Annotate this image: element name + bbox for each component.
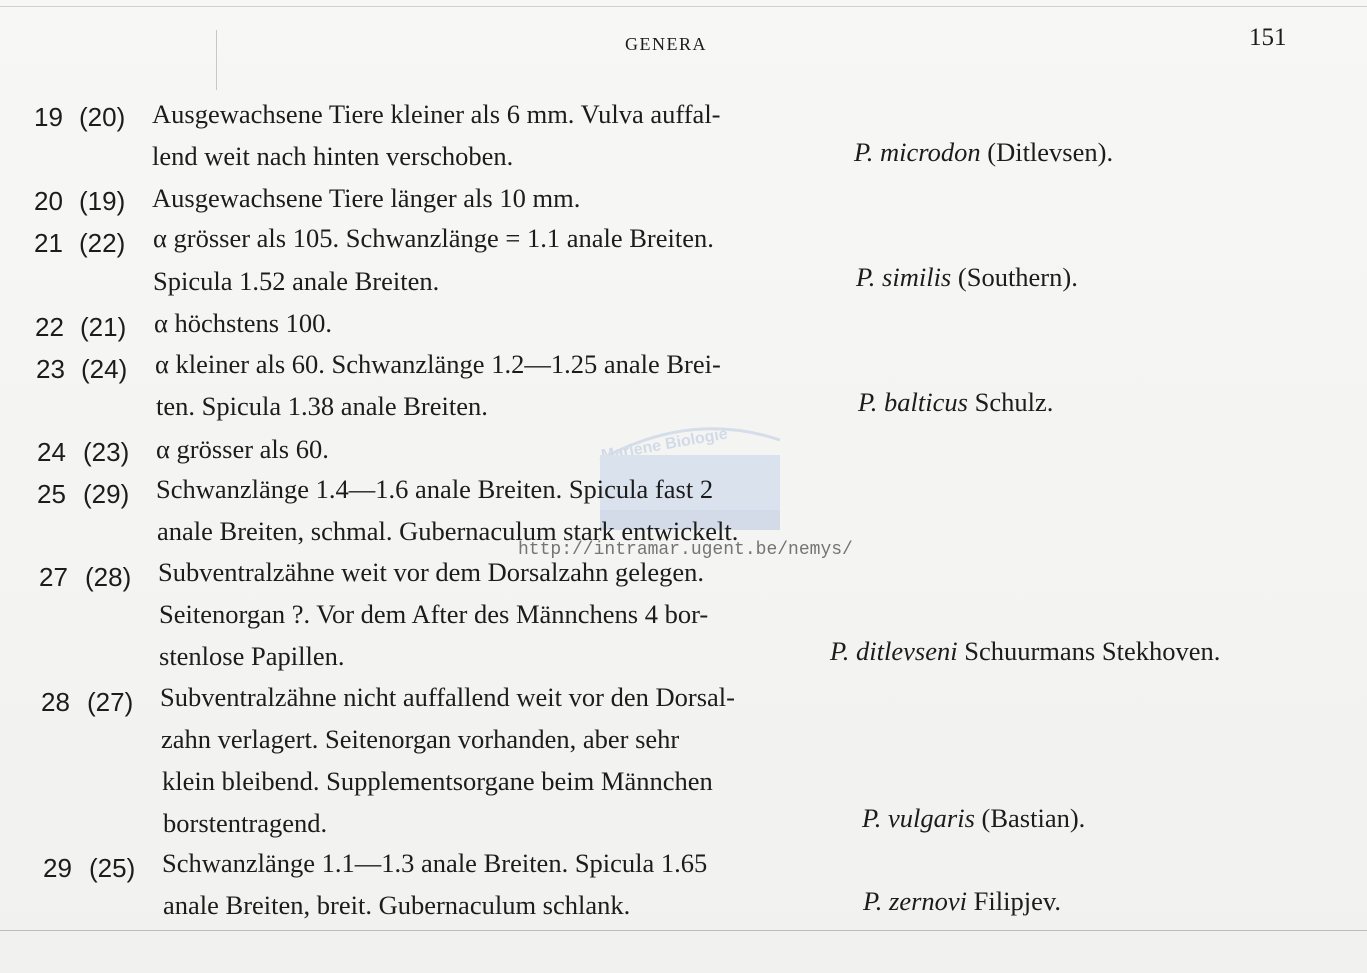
watermark-url: http://intramar.ugent.be/nemys/ [518,540,853,560]
entry-number: 24 [37,437,66,467]
species-genus: P. [854,137,874,167]
entry-text-line: lend weit nach hinten verschoben. [152,141,514,171]
entry-text-line: Schwanzlänge 1.1—1.3 anale Breiten. Spicula 1.65 [162,848,708,878]
entry-text-line: α kleiner als 60. Schwanzlänge 1.2—1.25 anale Brei- [155,349,721,379]
entry-reference: (28) [85,562,132,592]
entry-reference: (21) [80,312,127,342]
entry-number: 28 [41,687,70,717]
species-author: (Ditlevsen). [987,137,1114,167]
species-epithet: vulgaris [888,803,975,833]
species-genus: P. [858,387,878,417]
entry-text-line: Seitenorgan ?. Vor dem After des Männchens 4 bor- [159,599,709,629]
species-epithet: microdon [880,137,981,167]
entry-text-line: Ausgewachsene Tiere kleiner als 6 mm. Vulva auffal- [152,99,721,129]
species-name [856,262,1078,293]
species-genus: P. [863,886,883,916]
species-name [862,803,1085,834]
entry-number: 23 [36,354,65,384]
species-author: Schuurmans Stekhoven. [964,636,1221,666]
species-author: (Bastian). [981,803,1086,833]
entry-text-line: α höchstens 100. [154,308,333,338]
entry-reference: (20) [79,102,126,132]
species-name [854,137,1113,168]
entry-number: 25 [37,479,66,509]
entry-reference: (29) [83,479,130,509]
running-header: GENERA [625,34,707,54]
species-epithet: similis [882,262,952,292]
entry-text-line: Ausgewachsene Tiere länger als 10 mm. [152,183,581,213]
species-author: Filipjev. [973,886,1062,916]
page-top-edge [0,6,1367,7]
entry-number: 22 [35,312,64,342]
entry-text-line: α grösser als 60. [156,434,329,464]
entry-number: 19 [34,102,63,132]
entry-text-line: Subventralzähne weit vor dem Dorsalzahn gelegen. [158,557,704,587]
entry-text-line: klein bleibend. Supplementsorgane beim Männchen [162,766,713,796]
species-author: (Southern). [957,262,1078,292]
species-name [863,886,1061,917]
entry-text-line: anale Breiten, breit. Gubernaculum schlank. [163,890,631,920]
entry-text-line: Spicula 1.52 anale Breiten. [153,266,440,296]
page-bottom-edge [0,930,1367,931]
species-epithet: ditlevseni [856,636,958,666]
species-genus: P. [830,636,850,666]
entry-text-line: Subventralzähne nicht auffallend weit vor den Dorsal- [160,682,735,712]
species-genus: P. [856,262,876,292]
entry-reference: (23) [83,437,130,467]
entry-number: 29 [43,853,72,883]
entry-reference: (27) [87,687,134,717]
entry-number: 20 [34,186,63,216]
watermark-org-text: Mariene Biologie [599,425,730,465]
entry-text-line: borstentragend. [163,808,328,838]
species-author: Schulz. [974,387,1054,417]
entry-number: 27 [39,562,68,592]
entry-reference: (19) [79,186,126,216]
species-name [830,636,1220,667]
entry-text-line: Schwanzlänge 1.4—1.6 anale Breiten. Spicula fast 2 [156,474,714,504]
entry-text-line: stenlose Papillen. [159,641,345,671]
entry-reference: (22) [79,228,126,258]
entry-number: 21 [34,228,63,258]
species-genus: P. [862,803,882,833]
entry-text-line: anale Breiten, schmal. Gubernaculum stark entwickelt. [157,516,739,546]
entry-text-line: α grösser als 105. Schwanzlänge = 1.1 anale Breiten. [153,223,714,253]
entry-reference: (24) [81,354,128,384]
species-name [858,387,1053,418]
entry-reference: (25) [89,853,136,883]
entry-text-line: ten. Spicula 1.38 anale Breiten. [156,391,488,421]
page-number: 151 [1249,24,1287,51]
species-epithet: balticus [884,387,968,417]
species-epithet: zernovi [889,886,968,916]
entry-text-line: zahn verlagert. Seitenorgan vorhanden, aber sehr [161,724,680,754]
